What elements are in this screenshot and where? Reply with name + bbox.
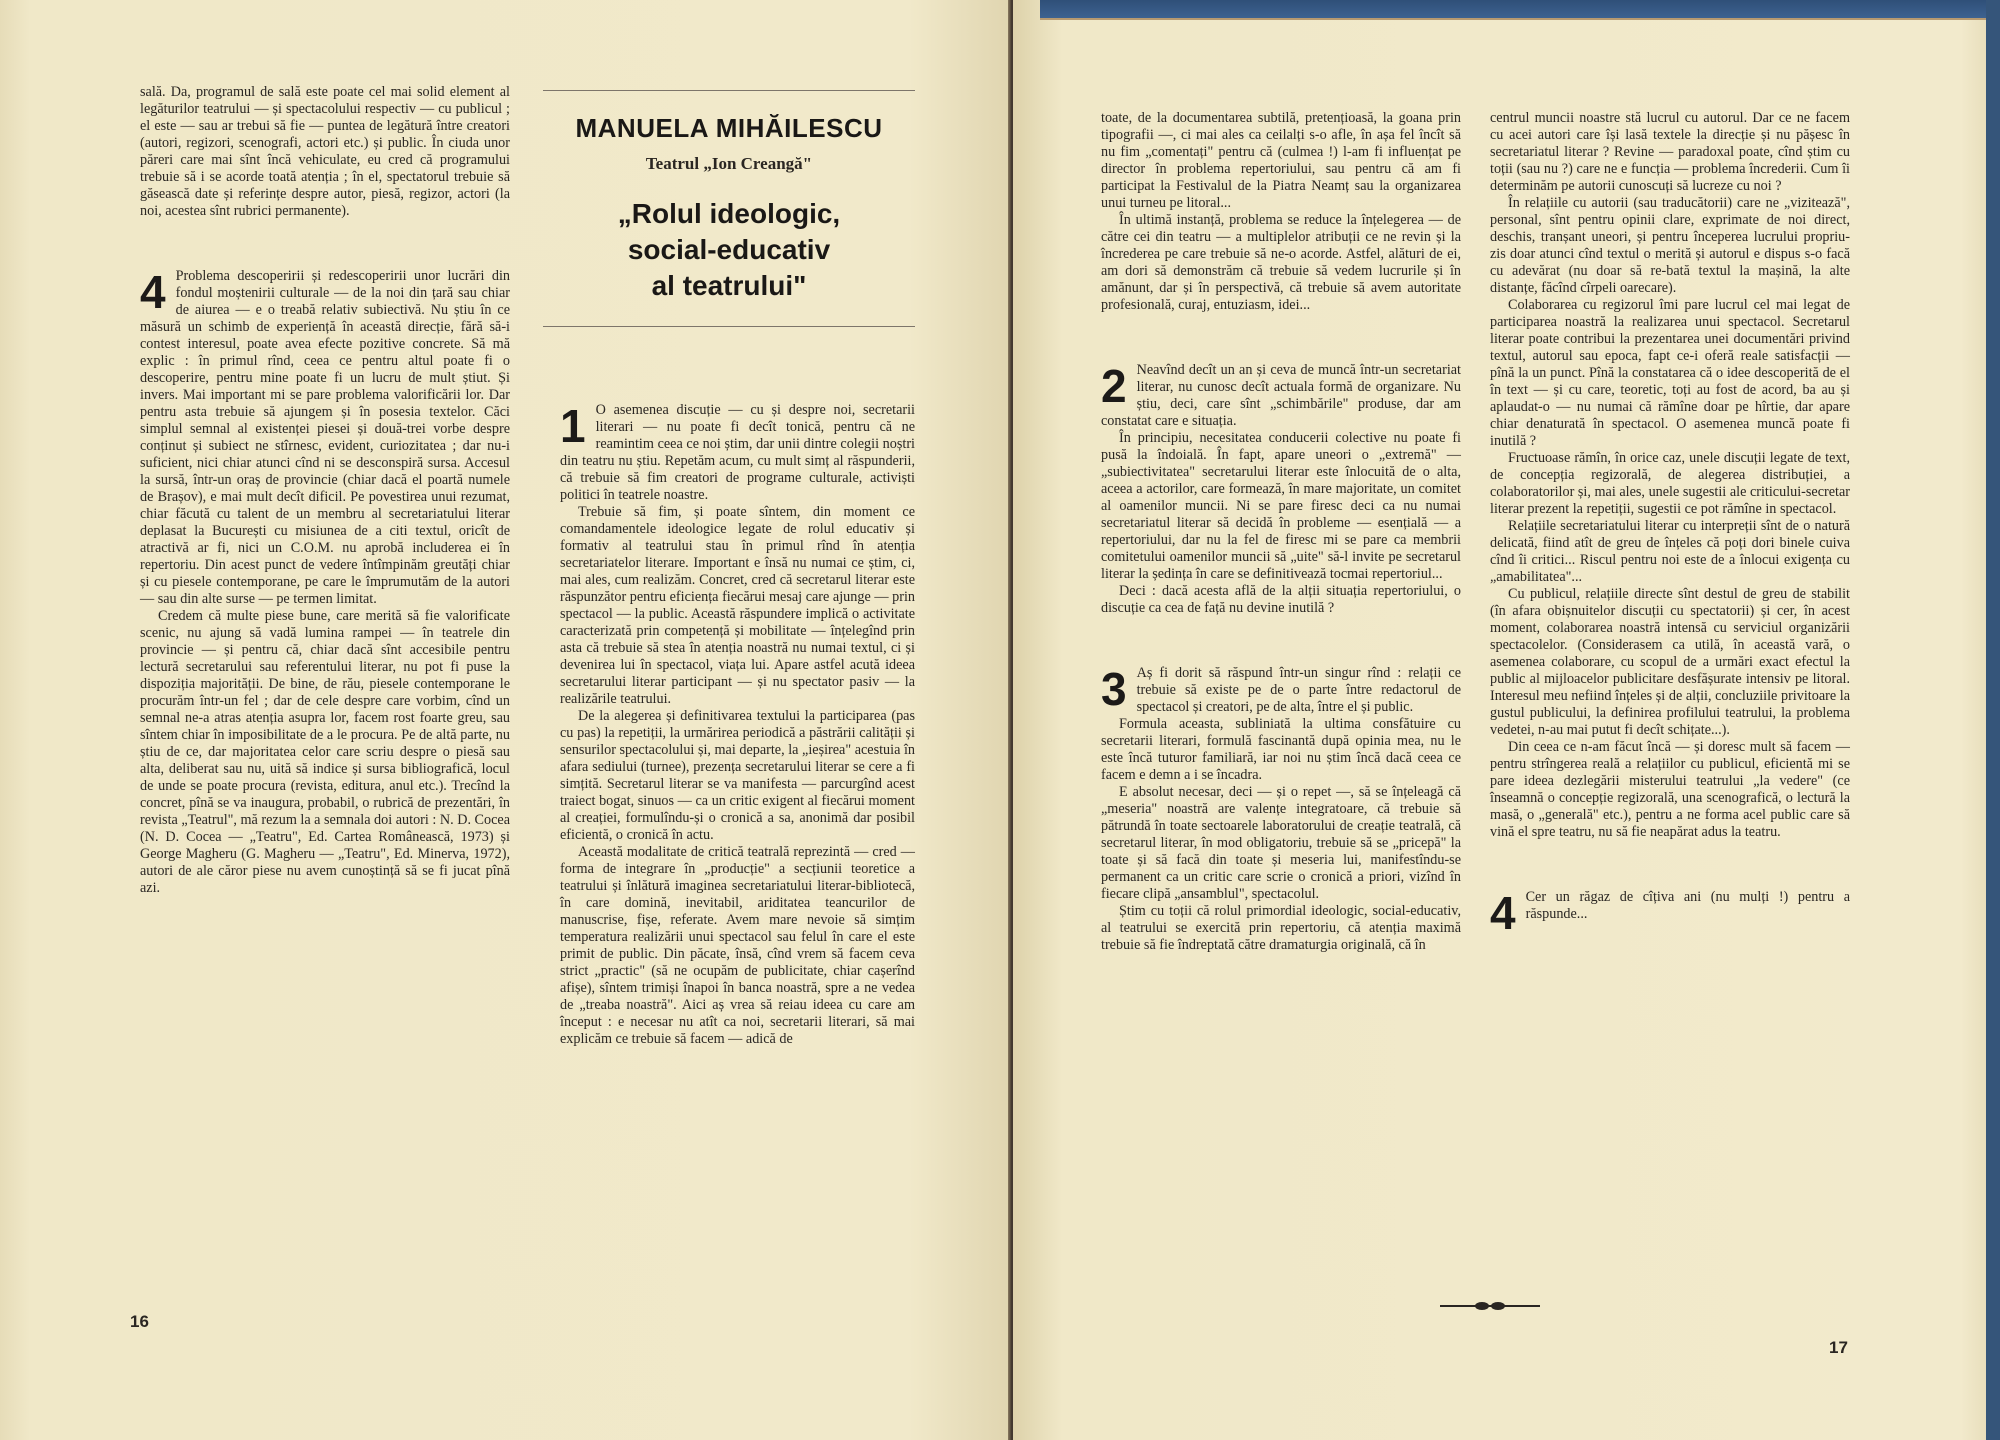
paragraph: În relațiile cu autorii (sau traducătorii) care ne „vizitează", personal, sînt pentru opinii clare, exprimate de noi direct, deschis, tranșant uneori, și pentru începerea lucrului propriu-zis doar atunci cînd textul o merită și autorul e dispus s-o facă cu adevărat (nu doar să re-bată textul la mașină, la alte distanțe, făcînd cîrpeli oarecare). <box>1490 195 1850 296</box>
section-4-left <box>140 268 510 897</box>
section-number: 3 <box>1101 663 1127 715</box>
page-number-right: 17 <box>1829 1338 1848 1357</box>
paragraph: Din ceea ce n-am făcut încă — și doresc mult să facem — pentru strîngerea reală a relațiilor cu publicul, eficientă mi se pare ideea dezlegării misterului teatrului „la vedere" (ce înseamnă o concepție regizorală, una scenografică, o lectură la masă, o „generală" etc.), pentru a ne forma acel public care să vină el spre teatru, nu să fie neapărat adus la teatru. <box>1490 739 1850 840</box>
paragraph: Cu publicul, relațiile directe sînt destul de greu de stabilit (în afara obișnuitelor discuții cu spectatorii) și cer, în acest moment, colaborarea noastră intensă cu serviciul organizării spectacolelor. (Considerasem ca utilă, în această vară, o asemenea colaborare, cu scopul de a urmări exact efectul la public al mijloacelor publicitare desfășurate intensiv pe litoral. Interesul meu nefiind înțeles și de alții, concluziile privitoare la gustul publicului, la definirea profilului teatrului, la problema vedetei, n-au mai putut fi decît schițate...). <box>1490 586 1850 738</box>
article-title <box>543 196 915 304</box>
paragraph: Cer un răgaz de cîțiva ani (nu mulți !) pentru a răspunde... <box>1525 889 1850 922</box>
section-1 <box>560 402 915 1048</box>
top-rule <box>543 90 915 91</box>
section-number: 4 <box>1490 887 1516 939</box>
end-ornament-icon <box>1440 1300 1540 1312</box>
bottom-rule <box>543 326 915 327</box>
paragraph: Colaborarea cu regizorul îmi pare lucrul cel mai legat de participarea noastră la realizarea unui spectacol. Secretarul literar poate contribui la prezentarea unei documentări privind textul, autorul sau epoca, fapt ce-i oferă reale satisfacții — pînă la un punct. Pînă la constatarea că o idee descoperită de el în text — și cu care, teoretic, toți au fost de acord, ba au și aplaudat-o — nu numai că rămîne doar pe hîrtie, dar apare chiar denaturată în spectacol. O asemenea muncă poate fi inutilă ? <box>1490 297 1850 449</box>
paragraph: O asemenea discuție — cu și despre noi, secretarii literari — nu poate fi decît tonică, pentru că ne reamintim ceea ce noi știm, dar unii dintre colegii noștri din teatru nu știu. Repetăm acum, cu mult simț al răspunderii, că trebuie să fim creatori de programe culturale, activiști politici în teatrele noastre. <box>560 402 915 503</box>
section-number: 2 <box>1101 360 1127 412</box>
paragraph: Această modalitate de critică teatrală reprezintă — cred — forma de integrare în „producție" a secțiunii teoretice a teatrului și înlătură imaginea secretariatului literar-bibliotecă, în care domină, inevitabil, ariditatea teancurilor de manuscrise, fișe, referate. Avem mare nevoie să simțim temperatura realizării unui spectacol sau felul în care el este primit de public. Din păcate, însă, cînd vrem să facem ceva strict „practic" (să ne ocupăm de publicitate, chiar cașerînd afișe), sîntem trimiși înapoi în banca noastră, spre a ne vedea de „treaba noastră". Aici aș vrea să reiau ideea cu care am început : e necesar nu atît ca noi, secretarii literari, să mai explicăm ce trebuie să facem — adică de <box>560 844 915 1047</box>
book-cover-edge <box>1986 0 2000 1440</box>
title-line-3: al teatrului" <box>651 270 807 301</box>
book-cover-top <box>1040 0 2000 20</box>
left-column-1 <box>140 84 510 897</box>
right-page <box>1013 0 2000 1440</box>
paragraph: De la alegerea și definitivarea textului la participarea (pas cu pas) la repetiții, la urmărirea periodică a păstrării calității și sensurilor spectacolului și, mai departe, la „ieșirea" acestuia în afara sediului (turnee), prezența secretarului literar se cere a fi simțită. Secretarul literar se va manifesta — parcurgînd acest traiect bogat, sinuos — ca un critic exigent al fiecărui moment al creației, formulîndu-și o cronică a sa, anonimă dar posibil eficientă, o cronică în actu. <box>560 708 915 843</box>
title-line-2: social-educativ <box>627 234 831 265</box>
section-3 <box>1101 665 1461 954</box>
paragraph: Trebuie să fim, și poate sîntem, din moment ce comandamentele ideologice legate de rolul educativ și formativ al teatrului stau în primul rînd în atenția secretariatelor literare. Important e însă nu numai ce știm, ci, mai ales, cum realizăm. Concret, cred că secretarul literar este răspunzător pentru eficiența fiecărui mesaj care ajunge — prin spectacol — la public. Această răspundere implică o activitate caracterizată prin competență și mobilitate — înțelegînd prin asta că trebuie să stea în atenția noastră nu numai textul, ci și devenirea lui în spectacol, viața lui. Apare astfel acută ideea secretarului literar participant — și nu spectator pasiv — la realizările teatrului. <box>560 504 915 707</box>
paragraph: toate, de la documentarea subtilă, pretențioasă, la goana prin tipografii —, ci mai ales ca ceilalți s-o afle, în așa fel încît să nu fim „comentați" pentru că (culmea !) l-am fi influențat pe director în problema repertoriului, sau pentru că am fi participat la Festivalul de la Piatra Neamț sau la organizarea unui turneu pe litoral... <box>1101 110 1461 211</box>
section-2 <box>1101 362 1461 617</box>
paragraph: centrul muncii noastre stă lucrul cu autorul. Dar ce ne facem cu acei autori care își lasă textele la direcție și nu pășesc în secretariatul literar ? Revine — paradoxal poate, cînd știm cu toții (sau nu ?) care ne e funcția — problema încrederii. Cum îi determinăm pe autorii cunoscuți să lucreze cu noi ? <box>1490 110 1850 194</box>
article-header <box>543 90 915 327</box>
paragraph: Fructuoase rămîn, în orice caz, unele discuții legate de text, de concepția regizorală, de alegerea distribuției, a colaboratorilor și, mai ales, unele sugestii ale criticului-secretar literar prezent la repetiții, sugestii ce pot rămîne in spectacol. <box>1490 450 1850 517</box>
page-number-left: 16 <box>130 1312 149 1331</box>
theatre-name: Teatrul „Ion Creangă" <box>645 154 813 173</box>
right-column-1 <box>1101 110 1461 954</box>
paragraph: În principiu, necesitatea conducerii colective nu poate fi pusă la îndoială. În fapt, apare uneori o „extremă" — „subiectivitatea" secretarului literar este înlocuită de o alta, aceea a actorilor, care formează, în mare majoritate, un comitet al oamenilor muncii. Ni se pare firesc deci ca nu numai secretariatul literar să decidă în probleme — esențială — a repertoriului, dar nu la fel de firesc mi se pare ca membrii comitetului oamenilor muncii să „uite" să-l invite pe secretarul literar la ședința în care se definitivează tocmai repertoriul... <box>1101 430 1461 582</box>
paragraph: Știm cu toții că rolul primordial ideologic, social-educativ, al teatrului se exercită prin repertoriu, că atenția maximă trebuie să fie îndreptată către dramaturgia originală, că în <box>1101 903 1461 953</box>
paragraph: Relațiile secretariatului literar cu interpreții sînt de o natură delicată, fiind atît de greu de înțeles că poți dori binele cuiva cînd îi critici... Riscul pentru noi este de a înlocui exigența cu „amabilitatea"... <box>1490 518 1850 585</box>
paragraph: Deci : dacă acesta află de la alții situația repertoriului, o discuție ca cea de față nu devine inutilă ? <box>1101 583 1461 616</box>
paragraph: Aș fi dorit să răspund într-un singur rînd : relații ce trebuie să existe pe de o parte între redactorul de spectacol și creatori, pe de alta, între el și public. <box>1136 665 1461 715</box>
author-name: MANUELA MIHĂILESCU <box>575 113 883 143</box>
right-column-2 <box>1490 110 1850 939</box>
title-line-1: „Rolul ideologic, <box>617 198 841 229</box>
paragraph: E absolut necesar, deci — și o repet —, să se înțeleagă că „meseria" noastră are valențe integratoare, că trebuie să pătrundă în toate sectoarele laboratorului de creație teatrală, că secretarul literar, în mod obligatoriu, trebuie să se „pricepă" la toate și să facă din toate și meseria lui, manifestîndu-se permanent ca un critic care scrie o cronică a priori, vizînd în fiecare clipă „ansamblul", spectacolul. <box>1101 784 1461 902</box>
intro-paragraph: sală. Da, programul de sală este poate cel mai solid element al legăturilor teatrului — și spectacolului respectiv — cu publicul ; el este — sau ar trebui să fie — puntea de legătură între creatori (autori, regizori, scenografi, actori etc.) și public. În ciuda unor păreri care mai sînt încă vehiculate, eu cred că programului trebuie să i se acorde toată atenția ; în el, spectatorul trebuie să găsească date și referințe despre autor, piesă, regizor, actori (la noi, acestea sînt rubrici permanente). <box>140 84 510 219</box>
section-number: 1 <box>560 400 586 452</box>
left-column-2 <box>560 402 915 1048</box>
section-4-right <box>1490 887 1850 939</box>
paragraph: Neavînd decît un an și ceva de muncă într-un secretariat literar, nu cunosc decît actuala formă de organizare. Nu știu, deci, care sînt „schimbările" produse, dar am constatat care e situația. <box>1101 362 1461 429</box>
section-number: 4 <box>140 266 166 318</box>
paragraph: Credem că multe piese bune, care merită să fie valorificate scenic, nu ajung să vadă lumina rampei — în teatrele din provincie — și pentru că, chiar dacă sînt accesibile pentru lectură secretarului sau referentului literar, nu pot fi puse la dispoziția majorității. De bine, de rău, piesele contemporane le procurăm într-un fel ; dar de cele despre care vorbim, cînd un semnal ne-a atras atenția asupra lor, facem rost foarte greu, sau sîntem chiar în imposibilitate de a le procura. Pe de altă parte, nu știu de ce, dar majoritatea celor care scriu despre o piesă sau alta, deliberat sau nu, uită să indice și sursa bibliografică, locul de unde se poate procura (revista, editura, anul etc.). Trecînd la concret, pînă se va inaugura, probabil, o rubrică de prezentări, în revista „Teatrul", mă rezum la a semnala doi autori : N. D. Cocea (N. D. Cocea — „Teatru", Ed. Cartea Românească, 1973) și George Magheru (G. Magheru — „Teatru", Ed. Minerva, 1972), autori de ale căror piese nu avem cunoștință să se fi jucat pînă azi. <box>140 608 510 896</box>
paragraph: Formula aceasta, subliniată la ultima consfătuire cu secretarii literari, formulă fascinantă după opinia mea, nu le este încă tuturor familiară, iar noi nu știm încă dacă ceea ce facem e demn a i se încadra. <box>1101 716 1461 783</box>
paragraph: În ultimă instanță, problema se reduce la înțelegerea — de către cei din teatru — a multiplelor atribuții ce ne revin și la încrederea pe care trebuie să ne-o acorde. Astfel, alături de ei, am dori să demonstrăm că trebuie să vedem lucrurile și în amănunt, dar și în perspectivă, că trebuie să avem autoritate profesională, curaj, entuziasm, idei... <box>1101 212 1461 313</box>
paragraph: Problema descoperirii și redescoperirii unor lucrări din fondul moștenirii culturale — de la noi din țară sau chiar de aiurea — e o treabă relativ subiectivă. Nu știu în ce măsură un schimb de experiență în această direcție, fără să-i contest interesul, poate avea efecte pozitive concrete. Să mă explic : în primul rînd, ceea ce pentru altul poate fi o descoperire, pentru mine poate fi un lucru de mult știut. Și invers. Mai important mi se pare problema valorificării lor. Dar pentru asta trebuie să ajungem și în posesia textelor. Căci simplul semnal al existenței piesei și două-trei vorbe despre conținut și subiect ne stîrnesc, evident, curiozitatea ; dar nu-i suficient, nici chiar atunci cînd ni se desconspiră sursa. Accesul la sursă, într-un oraș de provincie (chiar dacă el poartă numele de Brașov), e mai mult decît dificil. Pe povestirea unui rezumat, chiar făcută cu talent de un membru al secretariatului literar deplasat la București cu misiunea de a citi textul, oricît de atractivă ar fi, nici un C.O.M. nu aprobă includerea ei în repertoriu. Din acest punct de vedere întîmpinăm greutăți chiar și cu piesele contemporane, pe care le împrumutăm de la autori — sau din alte surse — pe termen limitat. <box>140 268 510 607</box>
